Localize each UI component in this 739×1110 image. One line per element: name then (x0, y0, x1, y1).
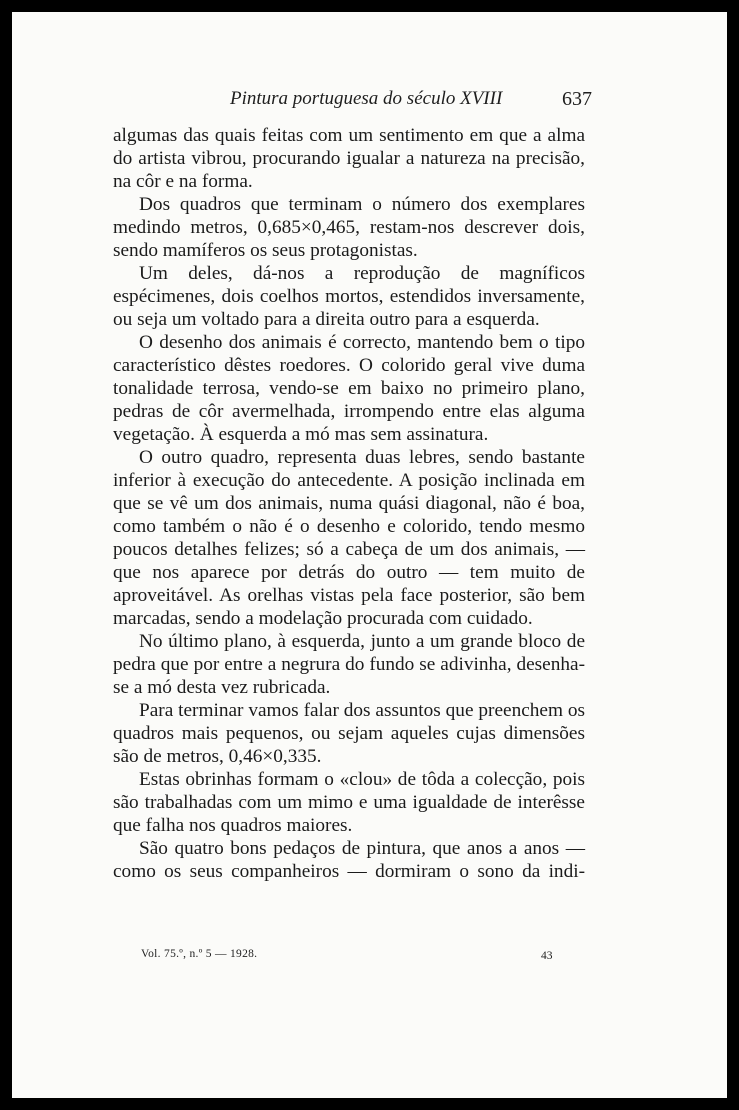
page-number: 637 (562, 88, 592, 110)
paragraph-7: Para terminar vamos falar dos assuntos que preenchem os quadros mais pequenos, ou sejam aqueles cujas dimensões são de metros, 0,46×0,335. (113, 700, 585, 767)
paragraph-2: Dos quadros que terminam o número dos exemplares medindo metros, 0,685×0,465, restam-nos descrever dois, sendo mamíferos os seus protagonistas. (113, 194, 585, 261)
volume-info: Vol. 75.º, n.º 5 — 1928. (141, 948, 258, 960)
page-header (12, 84, 727, 114)
signature-mark: 43 (541, 950, 553, 962)
body-text (113, 124, 585, 883)
running-title: Pintura portuguesa do século XVIII (230, 88, 503, 109)
paragraph-5: O outro quadro, representa duas lebres, sendo bastante inferior à execução do antecedente. A posição inclinada em que se vê um dos animais, numa quási diagonal, não é boa, como também o não é o desenho e colorido, tendo mesmo poucos detalhes felizes; só a cabeça de um dos animais, — que nos aparece por detrás do outro — tem muito de aproveitável. As orelhas vistas pela face posterior, são bem marcadas, sendo a modelação procurada com cuidado. (113, 447, 585, 629)
paragraph-9: São quatro bons pedaços de pintura, que anos a anos — como os seus companheiros — dormiram o sono da indi- (113, 838, 585, 882)
paragraph-1: algumas das quais feitas com um sentimento em que a alma do artista vibrou, procurando igualar a natureza na precisão, na côr e na forma. (113, 125, 585, 192)
document-page (12, 12, 727, 1098)
paragraph-8: Estas obrinhas formam o «clou» de tôda a colecção, pois são trabalhadas com um mimo e uma igualdade de interêsse que falha nos quadros maiores. (113, 769, 585, 836)
paragraph-3: Um deles, dá-nos a reprodução de magníficos espécimenes, dois coelhos mortos, estendidos inversamente, ou seja um voltado para a direita outro para a esquerda. (113, 263, 585, 330)
page-footer (12, 948, 727, 968)
paragraph-6: No último plano, à esquerda, junto a um grande bloco de pedra que por entre a negrura do fundo se adivinha, desenha-se a mó desta vez rubricada. (113, 631, 585, 698)
paragraph-4: O desenho dos animais é correcto, mantendo bem o tipo característico dêstes roedores. O colorido geral vive duma tonalidade terrosa, vendo-se em baixo no primeiro plano, pedras de côr avermelhada, irrompendo entre elas alguma vegetação. À esquerda a mó mas sem assinatura. (113, 332, 585, 445)
